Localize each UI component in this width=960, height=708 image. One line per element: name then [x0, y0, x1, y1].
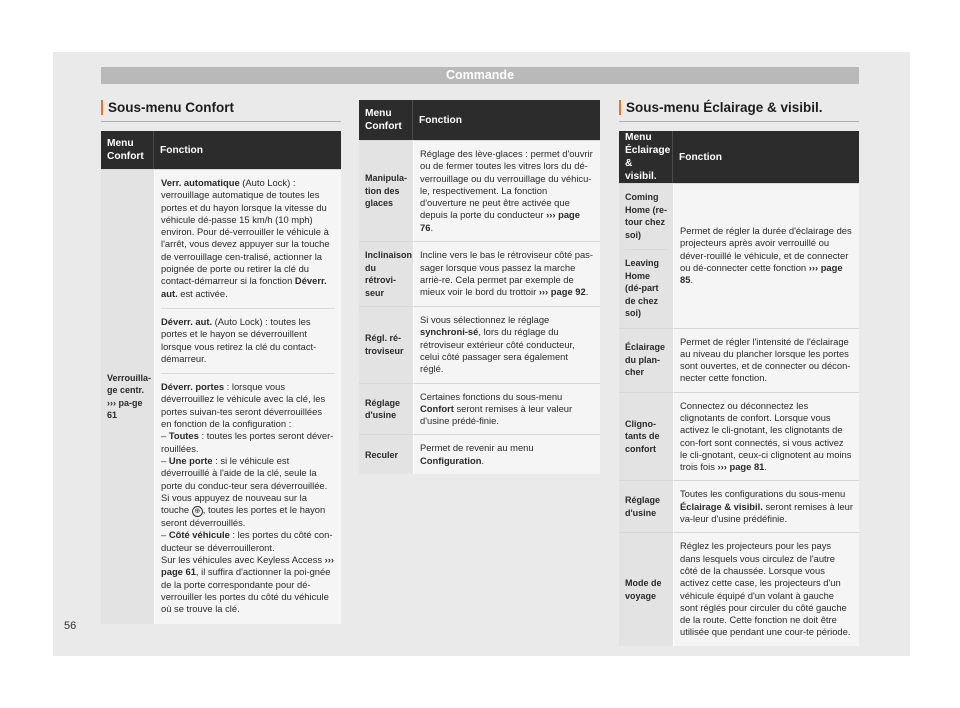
row-key [619, 183, 673, 328]
row-key-coming-home: Coming Home (re-tour chez soi) [625, 184, 667, 250]
row-text: Connectez ou déconnectez les clignotants de confort. Lorsque vous activez le cli-gnotant, les clignotants de con-fort sont connectés, si vous activez le cli-gnotant, ceux-ci clignotent au moins trois fois [680, 399, 852, 473]
row-text: Si vous sélectionnez le réglage [420, 314, 550, 326]
page-reference: ››› page 61 [161, 554, 334, 578]
row-bold: Configuration [420, 454, 482, 466]
row-value: Réglez les projecteurs pour les pays dans lesquels vous circulez de l'autre côté de la chaussée. Lorsque vous activez cette case, les projecteurs d'un véhicule équipé d'un volant à gauche sont réglés pour circuler du côté gauche de la route. Cette fonction ne doit être utilisée que pendant une cour-te période. [673, 532, 859, 645]
row-key: Inclinaison du rétrovi-seur [359, 241, 413, 306]
row-key: Cligno-tants de confort [619, 392, 673, 481]
row-value [154, 169, 341, 624]
entry-label: Verr. automatique [161, 177, 240, 188]
section-underline [619, 121, 859, 122]
row-text: . [481, 454, 485, 466]
option-label: Une porte [168, 454, 213, 466]
section-title-confort: Sous-menu Confort [108, 100, 234, 115]
entry-text: : lorsque vous déverrouillez le véhicule avec la clé, les portes suivan-tes seront déverrouillées en fonction de la configuration : [161, 381, 326, 430]
entry-verr-auto [161, 170, 335, 308]
row-key: Mode de voyage [619, 532, 673, 645]
row-text: . [430, 221, 434, 233]
row-key: Éclairage du plan-cher [619, 328, 673, 392]
section-accent [619, 100, 621, 115]
lock-key-icon: ⊕ [192, 506, 203, 517]
row-key: Réglage d'usine [619, 480, 673, 532]
row-text: Certaines fonctions du sous-menu [420, 390, 563, 402]
row-text: Toutes les configurations du sous-menu [680, 488, 846, 500]
row-text: Réglage des lève-glaces : permet d'ouvrir ou de fermer toutes les vitres lors du dé-verrouillage ou du verrouillage du véhicu-le, respectivement. La fonction d'ouverture ne peut être activée que depuis la porte du conducteur [420, 148, 593, 221]
page-header: Commande [101, 67, 859, 84]
option-label: Côté véhicule [168, 529, 230, 541]
row-value: Permet de régler l'intensité de l'éclairage au niveau du plancher lorsque les portes sont ouvertes, et de connecter ou décon-necter cette fonction. [673, 328, 859, 392]
option-label: Toutes [168, 430, 199, 442]
col-header-fonction: Fonction [413, 100, 600, 140]
row-text: . [585, 286, 589, 298]
page-reference: ››› page 85 [680, 261, 843, 286]
table-eclairage [619, 131, 859, 646]
row-text: seront remises à leur va-leur d'usine prédéfinie. [680, 500, 853, 525]
row-text: Incline vers le bas le rétroviseur côté pas-sager lorsque vous passez la marche arriè-re. Cela permet par exemple de mieux voir le bord du trottoir [420, 249, 593, 298]
row-value [673, 183, 859, 328]
col-header-menu: Menu Confort [359, 100, 413, 140]
row-bold: synchroni-sé [420, 326, 479, 338]
section-accent [101, 100, 103, 115]
entry-text-2: est activée. [177, 287, 228, 299]
col-header-fonction: Fonction [673, 131, 859, 183]
row-key-leaving-home: Leaving Home (dé-part de chez soi) [625, 258, 660, 318]
row-key: Reculer [359, 434, 413, 474]
row-key: Manipula-tion des glaces [359, 140, 413, 241]
entry-label-2: Déverr. aut. [161, 275, 327, 299]
row-bold: Éclairage & visibil. [680, 500, 763, 512]
row-value [413, 383, 600, 435]
entry-deverr-portes: Déverr. portes : lorsque vous déverrouillez le véhicule avec la clé, les portes suivan-tes seront déverrouillées en fonction de la configuration : – Toutes : toutes les portes seront déver-rouillées. – Une porte : si le véhicule est déverrouillé à l'aide de la clé, seule la porte du conduc-teur sera déverrouillée. Si vous appuyez de nouveau sur la touche ⊕ , toutes les portes et le hayon seront déverrouillés. – Côté véhicule : les portes du côté con-ducteur se déverrouilleront. Sur les véhicules avec Keyless Access ››› page 61, il suffira d'actionner la poi-gnée de la porte correspondante pour dé-verrouiller les portes du côté du véhicule où se trouve la clé. [161, 373, 335, 623]
option-text: , toutes les portes et le hayon seront déverrouillés. [161, 504, 326, 529]
option-text: : si le véhicule est déverrouillé à l'aide de la clé, seule la porte du conduc-teur sera déverrouillée. Si vous appuyez de nouveau sur la touche [161, 454, 328, 516]
row-text: Permet de revenir au menu [420, 442, 534, 454]
entry-text: (Auto Lock) : toutes les portes et le hayon se déverrouillent lorsque vous retirez la clé du contact-démarreur. [161, 315, 317, 364]
row-value [673, 392, 859, 481]
row-value [413, 241, 600, 306]
row-key: Réglage d'usine [359, 383, 413, 435]
table-confort-part1 [101, 131, 341, 624]
row-value [413, 140, 600, 241]
row-text: . [764, 461, 768, 473]
row-text: seront remises à leur valeur d'usine prédé-finie. [420, 402, 573, 427]
option-text: : toutes les portes seront déver-rouillées. [161, 430, 334, 454]
row-text: . [690, 274, 694, 286]
row-value [413, 434, 600, 474]
entry-label: Déverr. portes [161, 381, 225, 393]
option-text: : les portes du côté con-ducteur se déverrouilleront. [161, 529, 333, 553]
keyless-text: Sur les véhicules avec Keyless Access [161, 554, 325, 566]
row-key-text: Verrouilla-ge centr. ››› pa-ge 61 [107, 372, 152, 421]
entry-deverr-aut [161, 308, 335, 373]
keyless-text: , il suffira d'actionner la poi-gnée de la porte correspondante pour dé-verrouiller les portes du côté du véhicule où se trouve la clé. [161, 566, 331, 615]
page-reference: ››› page 92 [538, 286, 586, 298]
row-bold: Confort [420, 402, 454, 414]
row-key: Régl. ré-troviseur [359, 306, 413, 382]
section-underline [101, 121, 341, 122]
col-header-menu: Menu Éclairage & visibil. [619, 131, 673, 183]
col-header-menu: Menu Confort [101, 131, 154, 169]
row-key-verrouillage [101, 169, 154, 624]
row-text: , lors du réglage du rétroviseur extérieur côté conducteur, celui côté passager sera également réglé. [420, 326, 575, 375]
row-value [673, 480, 859, 532]
table-confort-part2 [359, 100, 600, 474]
page-reference: ››› page 76 [420, 209, 580, 233]
row-value [413, 306, 600, 382]
page-number: 56 [64, 620, 77, 632]
section-title-eclairage: Sous-menu Éclairage & visibil. [626, 100, 823, 115]
col-header-fonction: Fonction [154, 131, 341, 169]
entry-label: Déverr. aut. [161, 315, 213, 327]
entry-text: (Auto Lock) : verrouillage automatique de toutes les portes et du hayon lorsque la vitesse du véhicule dé-passe 15 km/h (10 mph) environ. Pour dé-verrouiller le véhicule à l'arrêt, vous devez appuyer sur la touche de verrouillage cen-tralisé, actionner la poignée de porte ou retirer la clé du contact-démarreur si la fonction [161, 177, 330, 287]
page-reference: ››› page 81 [717, 461, 765, 473]
row-text: Permet de régler la durée d'éclairage des projecteurs après avoir verrouillé ou déver-rouillé le véhicule, et de connecter ou dé-connecter cette fonction [680, 225, 852, 273]
